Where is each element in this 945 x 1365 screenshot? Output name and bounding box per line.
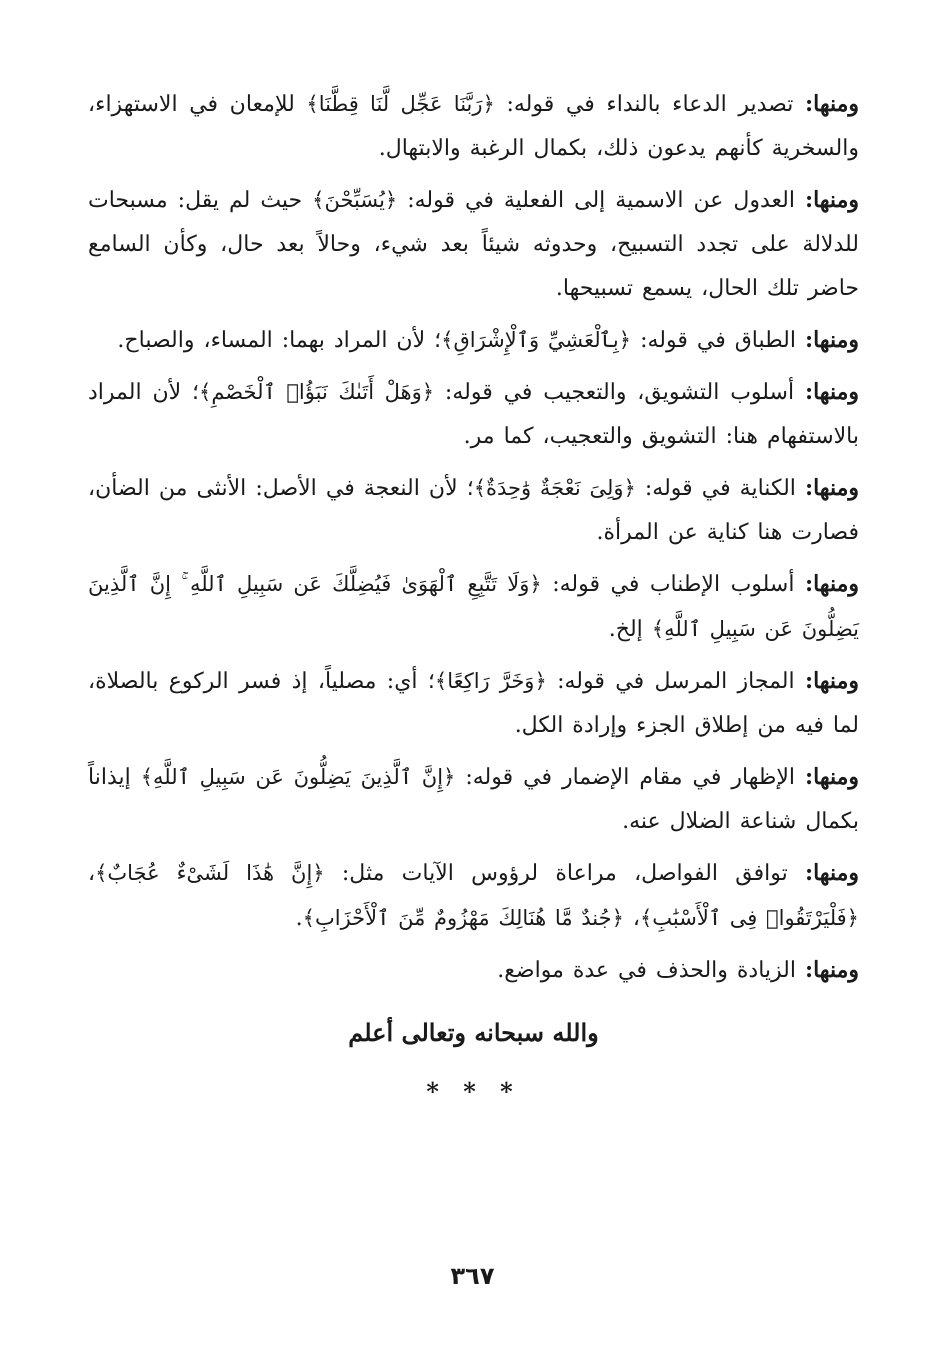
paragraph-text: إلخ. (608, 617, 652, 642)
paragraph (88, 318, 859, 363)
paragraph-text: الزيادة والحذف في عدة مواضع. (497, 958, 805, 983)
quran-quote: ﴿رَبَّنَا عَجِّل لَّنَا قِطَّنَا﴾ (306, 92, 495, 116)
quran-quote: ﴿إِنَّ ٱلَّذِينَ يَضِلُّونَ عَن سَبِيلِ ٱللَّهِ﴾ (140, 765, 456, 789)
paragraph-text: حيث لم يقل: مسبحات للدلالة على تجدد التسبيح، وحدوثه شيئاً بعد شيء، وحالاً بعد حال، وكأن السامع حاضر تلك الحال، يسمع تسبيحها. (88, 188, 859, 301)
paragraph-lead: ومنها: (804, 957, 859, 983)
paragraph (88, 562, 859, 652)
quran-quote: ﴿وَهَلْ أَتَىٰكَ نَبَؤُا۟ ٱلْخَصْمِ﴾ (199, 380, 435, 404)
quran-quote: ﴿بِٱلْعَشِيِّ وَٱلْإِشْرَاقِ﴾ (441, 328, 632, 352)
paragraph (88, 755, 859, 844)
paragraph-text: الكناية في قوله: (635, 476, 805, 501)
paragraph-text: ، (623, 906, 640, 931)
paragraph-text: توافق الفواصل، مراعاة لرؤوس الآيات مثل: (324, 861, 805, 886)
paragraph-text: ، (88, 861, 96, 886)
paragraph (88, 178, 859, 311)
paragraph-text: ؛ لأن المراد بالاستفهام هنا: التشويق والتعجيب، كما مر. (88, 380, 859, 449)
paragraph-text: ؛ لأن المراد بهما: المساء، والصباح. (117, 328, 442, 353)
paragraph-lead: ومنها: (805, 91, 860, 117)
paragraph-text: العدول عن الاسمية إلى الفعلية في قوله: (397, 188, 805, 213)
quran-quote: ﴿وَخَرَّ رَاكِعًا﴾ (434, 669, 547, 693)
paragraph-text: المجاز المرسل في قوله: (546, 669, 805, 694)
paragraph-text: الإظهار في مقام الإضمار في قوله: (455, 765, 805, 790)
page-body (88, 82, 859, 1262)
quran-quote: ﴿وَلِىَ نَعْجَةٌ وَٰحِدَةٌ﴾ (473, 476, 636, 500)
paragraph-lead: ومنها: (804, 571, 859, 597)
paragraph-lead: ومنها: (804, 668, 859, 694)
quran-quote: ﴿وَلَا تَتَّبِعِ ٱلْهَوَىٰ فَيُضِلَّكَ عَن سَبِيلِ ٱللَّهِ ۚ إِنَّ ٱلَّذِينَ يَضِلُّونَ عَن سَبِيلِ ٱللَّهِ﴾ (88, 572, 859, 641)
page-number: ٣٦٧ (450, 1262, 495, 1290)
quran-quote: ﴿يُسَبِّحْنَ﴾ (312, 188, 398, 212)
paragraph-list (88, 82, 859, 993)
paragraph-lead: ومنها: (804, 860, 859, 886)
paragraph-lead: ومنها: (804, 475, 859, 501)
paragraph-text: إيذاناً بكمال شناعة الضلال عنه. (88, 765, 859, 834)
quran-quote: ﴿فَلْيَرْتَقُوا۟ فِى ٱلْأَسْبَٰبِ﴾ (639, 906, 859, 930)
paragraph-lead: ومنها: (804, 327, 859, 353)
paragraph-text: للإمعان في الاستهزاء، والسخرية كأنهم يدعون ذلك، بكمال الرغبة والابتهال. (88, 92, 859, 161)
paragraph (88, 851, 859, 941)
paragraph-lead: ومنها: (804, 187, 859, 213)
paragraph-lead: ومنها: (804, 379, 859, 405)
paragraph-text: ؛ لأن النعجة في الأصل: الأنثى من الضأن، فصارت هنا كناية عن المرأة. (88, 476, 859, 545)
paragraph-lead: ومنها: (805, 764, 860, 790)
paragraph (88, 948, 859, 993)
paragraph-text: الطباق في قوله: (631, 328, 805, 353)
paragraph (88, 82, 859, 171)
closing-line: والله سبحانه وتعالى أعلم (348, 1018, 599, 1047)
paragraph-text: أسلوب الإطناب في قوله: (541, 572, 805, 597)
paragraph (88, 370, 859, 459)
paragraph-text: أسلوب التشويق، والتعجيب في قوله: (434, 380, 805, 405)
paragraph-text: تصدير الدعاء بالنداء في قوله: (494, 92, 805, 117)
paragraph (88, 466, 859, 555)
quran-quote: ﴿جُندٌ مَّا هُنَالِكَ مَهْزُومٌ مِّنَ ٱلْأَحْزَابِ﴾ (302, 906, 624, 930)
quran-quote: ﴿إِنَّ هَٰذَا لَشَىْءٌ عُجَابٌ﴾ (95, 861, 325, 885)
section-separator: * * * (426, 1077, 521, 1106)
paragraph-text: . (295, 906, 303, 931)
paragraph (88, 659, 859, 748)
paragraph-text: ؛ أي: مصلياً، إذ فسر الركوع بالصلاة، لما فيه من إطلاق الجزء وإرادة الكل. (88, 669, 859, 738)
